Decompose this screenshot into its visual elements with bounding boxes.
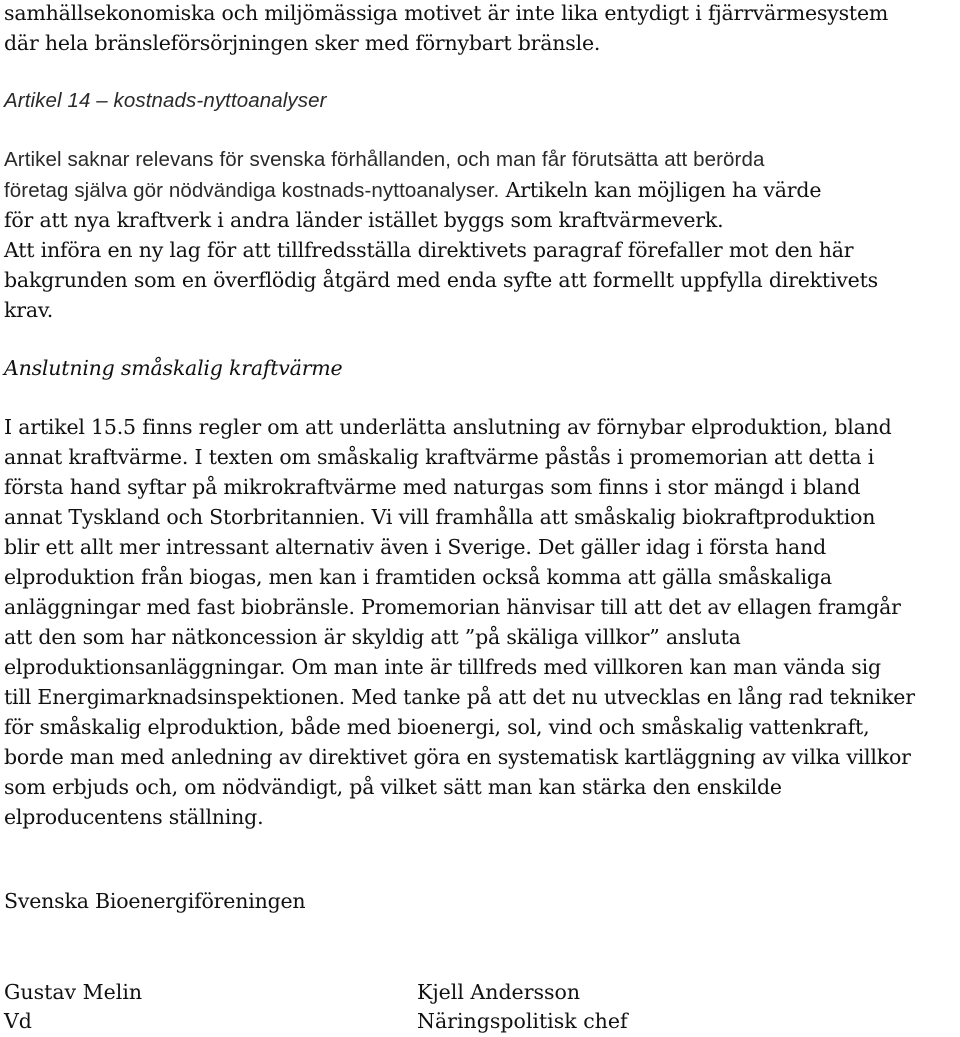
section-heading-article-14: Artikel 14 – kostnads-nyttoanalyser (4, 89, 327, 112)
signatory-name: Kjell Andersson (417, 980, 581, 1004)
body-text-line: som erbjuds och, om nödvändigt, på vilket sätt man kan stärka den enskilde (4, 775, 782, 799)
signatory-name: Gustav Melin (4, 980, 143, 1004)
body-text-line: för småskalig elproduktion, både med bioenergi, sol, vind och småskalig vattenkraft, (4, 715, 870, 739)
body-text-line: samhällsekonomiska och miljömässiga motivet är inte lika entydigt i fjärrvärmesystem (4, 1, 889, 25)
signatory-title: Näringspolitisk chef (417, 1009, 628, 1033)
section-heading-small-scale-chp: Anslutning småskalig kraftvärme (4, 356, 343, 380)
body-text-line: elproduktion från biogas, men kan i framtiden också komma att gälla småskaliga (4, 565, 832, 589)
body-text-line: där hela bränsleförsörjningen sker med förnybart bränsle. (4, 31, 601, 55)
body-text-line: Att införa en ny lag för att tillfredsställa direktivets paragraf förefaller mot den här (4, 238, 854, 262)
body-text-line: borde man med anledning av direktivet göra en systematisk kartläggning av vilka villkor (4, 745, 911, 769)
body-text-line: annat Tyskland och Storbritannien. Vi vill framhålla att småskalig biokraftproduktion (4, 505, 876, 529)
body-text-line: elproducentens ställning. (4, 805, 264, 829)
body-text-line: Artikel saknar relevans för svenska förhållanden, och man får förutsätta att berörda (4, 148, 765, 171)
body-text-line: första hand syftar på mikrokraftvärme med naturgas som finns i stor mängd i bland (4, 475, 861, 499)
body-text-line: elproduktionsanläggningar. Om man inte är tillfreds med villkoren kan man vända sig (4, 655, 881, 679)
body-text-span: Artikeln kan möjligen ha värde (499, 178, 822, 202)
body-text-line: att den som har nätkoncession är skyldig att ”på skäliga villkor” ansluta (4, 625, 741, 649)
body-text-line: bakgrunden som en överflödig åtgärd med enda syfte att formellt uppfylla direktivets (4, 268, 878, 292)
body-text-line: till Energimarknadsinspektionen. Med tanke på att det nu utvecklas en lång rad tekniker (4, 685, 915, 709)
body-text-line: annat kraftvärme. I texten om småskalig kraftvärme påstås i promemorian att detta i (4, 445, 875, 469)
body-text-line: I artikel 15.5 finns regler om att underlätta anslutning av förnybar elproduktion, bland (4, 415, 892, 439)
body-text-line: krav. (4, 298, 54, 322)
body-text-line (4, 175, 821, 206)
body-text-line: anläggningar med fast biobränsle. Promemorian hänvisar till att det av ellagen framgår (4, 595, 901, 619)
body-text-line: för att nya kraftverk i andra länder istället byggs som kraftvärmeverk. (4, 208, 724, 232)
signatory-title: Vd (4, 1009, 32, 1033)
body-text-line: blir ett allt mer intressant alternativ även i Sverige. Det gäller idag i första hand (4, 535, 827, 559)
organisation-name: Svenska Bioenergiföreningen (4, 889, 306, 913)
body-text-span: företag själva gör nödvändiga kostnads-nyttoanalyser. (4, 179, 500, 202)
